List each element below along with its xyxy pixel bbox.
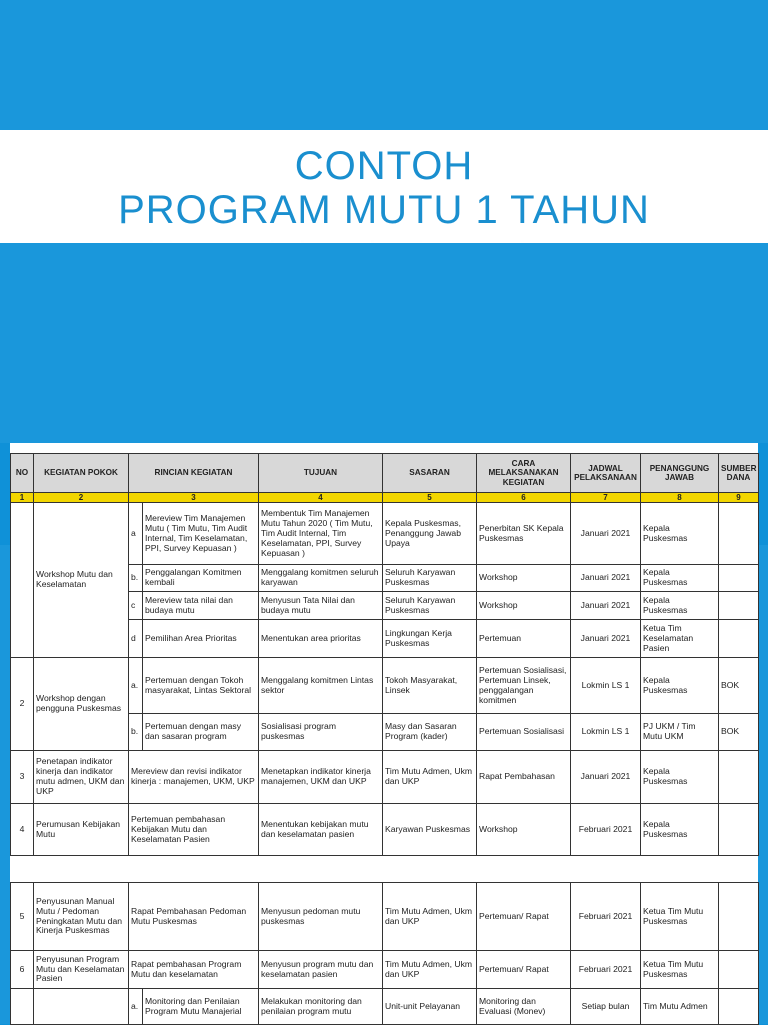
sub-label: b. <box>129 714 143 751</box>
table-row <box>11 989 759 1025</box>
header-tujuan: TUJUAN <box>259 454 383 493</box>
col-num: 3 <box>129 493 259 503</box>
right-stripe <box>758 545 768 1024</box>
slide-title-line2: PROGRAM MUTU 1 TAHUN <box>118 188 650 232</box>
cara-cell: Workshop <box>477 565 571 592</box>
header-row <box>11 454 759 493</box>
rincian-cell: Rapat pembahasan Program Mutu dan keselamatan <box>129 951 259 989</box>
header-jadwal: JADWAL PELAKSANAAN <box>571 454 641 493</box>
kegiatan-pokok-cell: Penetapan indikator kinerja dan indikator mutu admen, UKM dan UKP <box>34 751 129 804</box>
row-number: 2 <box>11 658 34 751</box>
jadwal-cell: Februari 2021 <box>571 883 641 951</box>
sasaran-cell: Lingkungan Kerja Puskesmas <box>383 620 477 658</box>
tujuan-cell: Menetapkan indikator kinerja manajemen, UKM dan UKP <box>259 751 383 804</box>
header-cara: CARA MELAKSANAKAN KEGIATAN <box>477 454 571 493</box>
rincian-cell: Pertemuan dengan masy dan sasaran program <box>143 714 259 751</box>
cara-cell: Monitoring dan Evaluasi (Monev) <box>477 989 571 1025</box>
program-table-1 <box>10 453 759 856</box>
jadwal-cell: Lokmin LS 1 <box>571 714 641 751</box>
tujuan-cell: Menggalang komitmen seluruh karyawan <box>259 565 383 592</box>
cara-cell: Pertemuan/ Rapat <box>477 883 571 951</box>
rincian-cell: Pemilihan Area Prioritas <box>143 620 259 658</box>
table-row <box>11 804 759 856</box>
row-number: 3 <box>11 751 34 804</box>
rincian-cell: Mereview dan revisi indikator kinerja : manajemen, UKM, UKP <box>129 751 259 804</box>
cara-cell: Pertemuan Sosialisasi, Pertemuan Linsek, penggalangan komitmen <box>477 658 571 714</box>
pj-cell: Kepala Puskesmas <box>641 658 719 714</box>
pj-cell: Kepala Puskesmas <box>641 565 719 592</box>
kegiatan-pokok-cell: Workshop dengan pengguna Puskesmas <box>34 658 129 751</box>
pj-cell: Ketua Tim Mutu Puskesmas <box>641 883 719 951</box>
header-rincian: RINCIAN KEGIATAN <box>129 454 259 493</box>
sasaran-cell: Seluruh Karyawan Puskesmas <box>383 592 477 620</box>
sub-label: b. <box>129 565 143 592</box>
pj-cell: Ketua Tim Mutu Puskesmas <box>641 951 719 989</box>
col-num: 1 <box>11 493 34 503</box>
sasaran-cell: Seluruh Karyawan Puskesmas <box>383 565 477 592</box>
row-number: 6 <box>11 951 34 989</box>
dana-cell <box>719 565 759 592</box>
sasaran-cell: Tokoh Masyarakat, Linsek <box>383 658 477 714</box>
rincian-cell: Mereview tata nilai dan budaya mutu <box>143 592 259 620</box>
dana-cell <box>719 883 759 951</box>
jadwal-cell: Januari 2021 <box>571 751 641 804</box>
cara-cell: Pertemuan <box>477 620 571 658</box>
col-num: 7 <box>571 493 641 503</box>
sub-label: a. <box>129 989 143 1025</box>
cara-cell: Workshop <box>477 804 571 856</box>
rincian-cell: Penggalangan Komitmen kembali <box>143 565 259 592</box>
jadwal-cell: Setiap bulan <box>571 989 641 1025</box>
top-banner <box>0 0 768 130</box>
pj-cell: Kepala Puskesmas <box>641 592 719 620</box>
tujuan-cell: Membentuk Tim Manajemen Mutu Tahun 2020 ( Tim Mutu, Tim Audit Internal, Tim Keselamatan, PPI, Survey Kepuasan ) <box>259 503 383 565</box>
rincian-cell: Mereview Tim Manajemen Mutu ( Tim Mutu, Tim Audit Internal, Tim Keselamatan, PPI, Survey Kepuasan ) <box>143 503 259 565</box>
column-number-row <box>11 493 759 503</box>
pj-cell: Kepala Puskesmas <box>641 503 719 565</box>
jadwal-cell: Januari 2021 <box>571 503 641 565</box>
rincian-cell: Pertemuan dengan Tokoh masyarakat, Lintas Sektoral <box>143 658 259 714</box>
col-num: 4 <box>259 493 383 503</box>
pj-cell: Kepala Puskesmas <box>641 751 719 804</box>
jadwal-cell: Lokmin LS 1 <box>571 658 641 714</box>
cara-cell: Pertemuan/ Rapat <box>477 951 571 989</box>
dana-cell: BOK <box>719 658 759 714</box>
cara-cell: Penerbitan SK Kepala Puskesmas <box>477 503 571 565</box>
dana-cell <box>719 503 759 565</box>
sasaran-cell: Karyawan Puskesmas <box>383 804 477 856</box>
header-kegiatan-pokok: KEGIATAN POKOK <box>34 454 129 493</box>
sasaran-cell: Unit-unit Pelayanan <box>383 989 477 1025</box>
blue-panel <box>0 243 768 443</box>
pj-cell: Kepala Puskesmas <box>641 804 719 856</box>
kegiatan-pokok-cell: Penyusunan Program Mutu dan Keselamatan Pasien <box>34 951 129 989</box>
tujuan-cell: Menyusun program mutu dan keselamatan pasien <box>259 951 383 989</box>
dana-cell <box>719 951 759 989</box>
col-num: 5 <box>383 493 477 503</box>
rincian-cell: Monitoring dan Penilaian Program Mutu Manajerial <box>143 989 259 1025</box>
pj-cell: PJ UKM / Tim Mutu UKM <box>641 714 719 751</box>
jadwal-cell: Januari 2021 <box>571 620 641 658</box>
jadwal-cell: Februari 2021 <box>571 951 641 989</box>
header-penanggung-jawab: PENANGGUNG JAWAB <box>641 454 719 493</box>
dana-cell: BOK <box>719 714 759 751</box>
left-stripe <box>0 545 10 1024</box>
dana-cell <box>719 804 759 856</box>
tujuan-cell: Sosialisasi program puskesmas <box>259 714 383 751</box>
rincian-cell: Pertemuan pembahasan Kebijakan Mutu dan Keselamatan Pasien <box>129 804 259 856</box>
title-band <box>0 130 768 243</box>
sub-label: a. <box>129 658 143 714</box>
table-row <box>11 751 759 804</box>
table-row <box>11 951 759 989</box>
header-no: NO <box>11 454 34 493</box>
tujuan-cell: Menggalang komitmen Lintas sektor <box>259 658 383 714</box>
jadwal-cell: Januari 2021 <box>571 565 641 592</box>
dana-cell <box>719 592 759 620</box>
rincian-cell: Rapat Pembahasan Pedoman Mutu Puskesmas <box>129 883 259 951</box>
sasaran-cell: Tim Mutu Admen, Ukm dan UKP <box>383 951 477 989</box>
sasaran-cell: Masy dan Sasaran Program (kader) <box>383 714 477 751</box>
dana-cell <box>719 620 759 658</box>
dana-cell <box>719 989 759 1025</box>
sub-label: a <box>129 503 143 565</box>
table-row <box>11 503 759 565</box>
col-num: 6 <box>477 493 571 503</box>
cara-cell: Rapat Pembahasan <box>477 751 571 804</box>
program-table-2 <box>10 882 759 1025</box>
jadwal-cell: Februari 2021 <box>571 804 641 856</box>
jadwal-cell: Januari 2021 <box>571 592 641 620</box>
header-sasaran: SASARAN <box>383 454 477 493</box>
slide-title-line1: CONTOH <box>294 144 474 188</box>
col-num: 2 <box>34 493 129 503</box>
tujuan-cell: Menentukan area prioritas <box>259 620 383 658</box>
table-row <box>11 883 759 951</box>
col-num: 9 <box>719 493 759 503</box>
tujuan-cell: Melakukan monitoring dan penilaian program mutu <box>259 989 383 1025</box>
cara-cell: Workshop <box>477 592 571 620</box>
cara-cell: Pertemuan Sosialisasi <box>477 714 571 751</box>
table-row <box>11 658 759 714</box>
tujuan-cell: Menyusun Tata Nilai dan budaya mutu <box>259 592 383 620</box>
pj-cell: Tim Mutu Admen <box>641 989 719 1025</box>
kegiatan-pokok-cell: Penyusunan Manual Mutu / Pedoman Peningkatan Mutu dan Kinerja Puskesmas <box>34 883 129 951</box>
kegiatan-pokok-cell: Workshop Mutu dan Keselamatan <box>34 503 129 658</box>
kegiatan-pokok-cell: Perumusan Kebijakan Mutu <box>34 804 129 856</box>
row-number: 4 <box>11 804 34 856</box>
sub-label: c <box>129 592 143 620</box>
col-num: 8 <box>641 493 719 503</box>
dana-cell <box>719 751 759 804</box>
sasaran-cell: Tim Mutu Admen, Ukm dan UKP <box>383 751 477 804</box>
sasaran-cell: Tim Mutu Admen, Ukm dan UKP <box>383 883 477 951</box>
sasaran-cell: Kepala Puskesmas, Penanggung Jawab Upaya <box>383 503 477 565</box>
pj-cell: Ketua Tim Keselamatan Pasien <box>641 620 719 658</box>
header-sumber-dana: SUMBER DANA <box>719 454 759 493</box>
sub-label: d <box>129 620 143 658</box>
tujuan-cell: Menentukan kebijakan mutu dan keselamatan pasien <box>259 804 383 856</box>
tujuan-cell: Menyusun pedoman mutu puskesmas <box>259 883 383 951</box>
row-number: 5 <box>11 883 34 951</box>
